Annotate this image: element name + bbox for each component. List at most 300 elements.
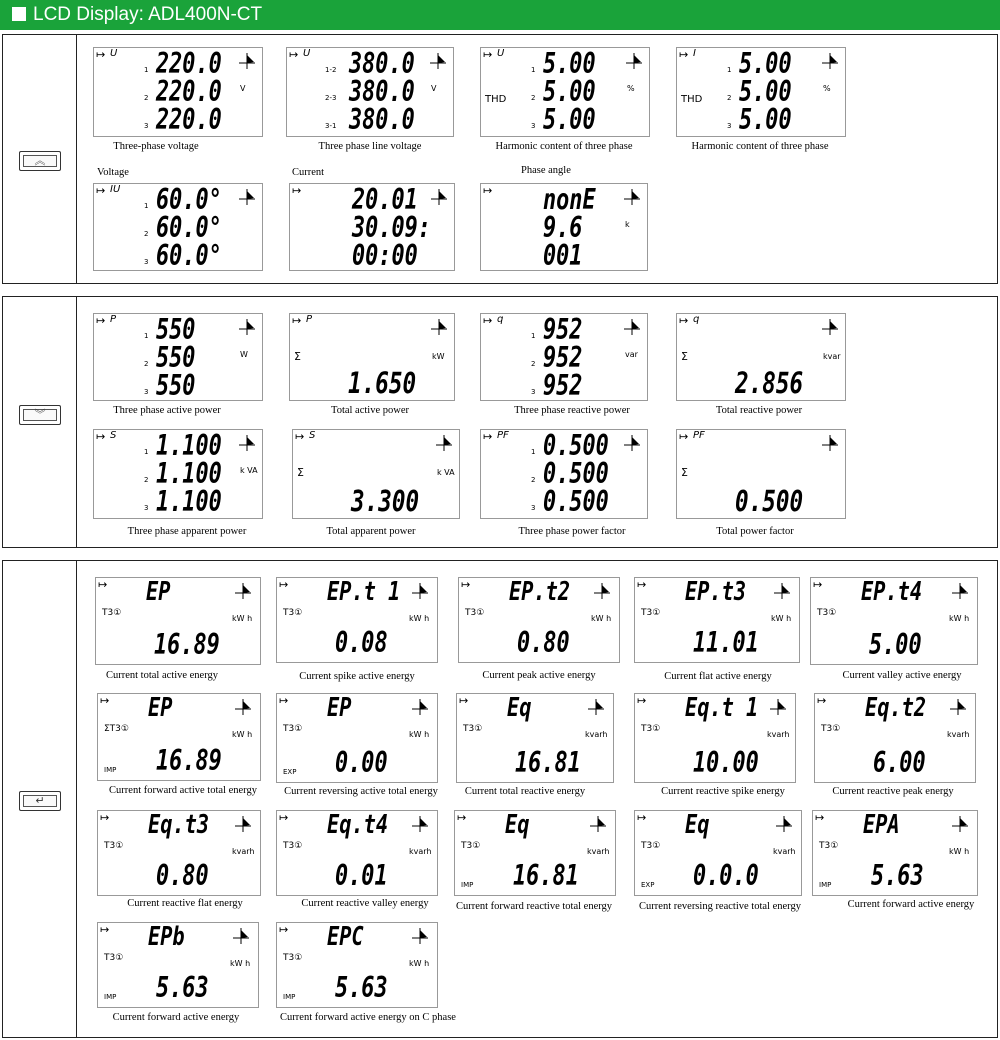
page-title: LCD Display: ADL400N-CT xyxy=(33,4,263,25)
arrow-icon: ↦ xyxy=(289,48,299,61)
phase-label: 3 xyxy=(727,122,732,130)
lcd-display xyxy=(289,183,455,271)
tariff-label: T3① xyxy=(283,608,303,618)
unit-label: kvarh xyxy=(773,847,796,856)
display-caption: Three phase power factor xyxy=(518,526,626,537)
value-readout: 380.0 xyxy=(349,75,415,108)
quadrant-icon xyxy=(429,52,447,70)
arrow-icon: ↦ xyxy=(279,811,289,824)
unit-label: k xyxy=(625,220,630,229)
display-caption: Current reactive valley energy xyxy=(301,898,429,909)
mode-label: PF xyxy=(693,430,705,441)
arrow-icon: ↦ xyxy=(459,694,469,707)
phase-label: 2 xyxy=(531,360,536,368)
arrow-icon: ↦ xyxy=(96,314,106,327)
quadrant-icon xyxy=(623,188,641,206)
value-readout: 0.500 xyxy=(543,485,609,518)
sigma-label: Σ xyxy=(681,466,688,479)
quadrant-icon xyxy=(623,318,641,336)
quadrant-icon xyxy=(411,582,429,600)
arrow-icon: ↦ xyxy=(483,48,493,61)
phase-label: 1 xyxy=(144,66,149,74)
unit-label: kW h xyxy=(232,614,253,623)
tariff-label: T3① xyxy=(641,608,661,618)
quadrant-icon xyxy=(821,318,839,336)
phase-label: 1 xyxy=(144,332,149,340)
value-readout: 1.100 xyxy=(156,429,222,462)
flag-label: IMP xyxy=(283,993,296,1001)
flag-label: IMP xyxy=(461,881,474,889)
tariff-label: T3① xyxy=(641,841,661,851)
value-readout: 550 xyxy=(156,313,196,346)
display-caption: Total apparent power xyxy=(326,526,416,537)
energy-value: 5.63 xyxy=(335,971,388,1004)
value-readout: 5.00 xyxy=(739,47,792,80)
value-readout: 0.500 xyxy=(735,484,804,518)
unit-label: kW h xyxy=(949,847,970,856)
mode-label: P xyxy=(110,314,117,325)
page-header xyxy=(0,0,1000,30)
unit-label: k VA xyxy=(240,466,258,475)
lcd-display xyxy=(292,429,460,519)
display-caption: Three-phase voltage xyxy=(113,141,199,152)
energy-title: EP xyxy=(327,693,352,723)
tariff-label: T3① xyxy=(819,841,839,851)
phase-label: 3 xyxy=(144,258,149,266)
display-caption: Total reactive power xyxy=(715,405,803,416)
energy-title: Eq.t 1 xyxy=(685,693,759,723)
lcd-display xyxy=(97,810,261,896)
display-caption: Current peak active energy xyxy=(482,670,596,681)
phase-label: 1 xyxy=(727,66,732,74)
value-readout: 30.09: xyxy=(352,211,431,244)
arrow-icon: ↦ xyxy=(637,694,647,707)
value-readout: 001 xyxy=(543,239,583,271)
quadrant-icon xyxy=(949,698,967,716)
unit-label: % xyxy=(823,84,831,93)
arrow-icon: ↦ xyxy=(279,694,289,707)
arrow-icon: ↦ xyxy=(813,578,823,591)
value-readout: 3.300 xyxy=(351,484,420,518)
quadrant-icon xyxy=(821,434,839,452)
quadrant-icon xyxy=(593,582,611,600)
value-readout: 5.00 xyxy=(543,47,596,80)
phase-label: 2 xyxy=(144,230,149,238)
quadrant-icon xyxy=(951,582,969,600)
phase-label: 1 xyxy=(144,448,149,456)
quadrant-icon xyxy=(435,434,453,452)
unit-label: kW h xyxy=(409,959,430,968)
quadrant-icon xyxy=(234,582,252,600)
value-readout: 60.0° xyxy=(156,183,222,216)
display-caption: Three phase apparent power xyxy=(127,526,247,537)
mode-label: U xyxy=(110,48,118,59)
quadrant-icon xyxy=(821,52,839,70)
quadrant-icon xyxy=(234,815,252,833)
lcd-display xyxy=(276,577,438,663)
quadrant-icon xyxy=(411,815,429,833)
lcd-display xyxy=(676,313,846,401)
arrow-icon: ↦ xyxy=(292,184,302,197)
lcd-display xyxy=(814,693,976,783)
phase-label: 2 xyxy=(144,360,149,368)
lcd-display xyxy=(93,313,263,401)
lcd-display xyxy=(289,313,455,401)
lcd-display xyxy=(456,693,614,783)
value-readout: 1.100 xyxy=(156,457,222,490)
tariff-label: T3① xyxy=(641,724,661,734)
value-readout: 00:00 xyxy=(352,239,418,271)
phase-label: 2-3 xyxy=(325,94,337,102)
phase-label: 2 xyxy=(144,476,149,484)
energy-title: EP.t 1 xyxy=(327,577,401,607)
arrow-icon: ↦ xyxy=(292,314,302,327)
quadrant-icon xyxy=(951,815,969,833)
value-readout: 380.0 xyxy=(349,103,415,136)
flag-label: EXP xyxy=(641,881,655,889)
tariff-label: T3① xyxy=(102,608,122,618)
tariff-label: T3① xyxy=(817,608,837,618)
energy-title: EPA xyxy=(863,810,900,840)
mode-label: S xyxy=(309,430,316,441)
arrow-icon: ↦ xyxy=(100,811,110,824)
energy-value: 0.80 xyxy=(517,626,570,659)
tariff-label: T3① xyxy=(461,841,481,851)
quadrant-icon xyxy=(773,582,791,600)
panel-divider xyxy=(76,35,77,283)
display-caption: Total active power xyxy=(331,405,409,416)
tariff-label: T3① xyxy=(104,841,124,851)
energy-title: Eq.t2 xyxy=(865,693,927,723)
value-readout: 0.500 xyxy=(543,457,609,490)
sigma-label: Σ xyxy=(297,466,304,479)
display-caption: Three phase line voltage xyxy=(318,141,422,152)
unit-label: kW h xyxy=(409,730,430,739)
tariff-label: ΣT3① xyxy=(104,724,129,734)
phase-label: 2 xyxy=(531,476,536,484)
quadrant-icon xyxy=(430,188,448,206)
tariff-label: T3① xyxy=(283,953,303,963)
tariff-label: T3① xyxy=(104,953,124,963)
value-readout: 220.0 xyxy=(156,47,222,80)
page-down-button[interactable]: ︾ xyxy=(19,405,61,425)
quadrant-icon xyxy=(623,434,641,452)
phase-label: 3 xyxy=(144,388,149,396)
quadrant-icon xyxy=(411,927,429,945)
unit-label: kvarh xyxy=(947,730,970,739)
value-readout: 2.856 xyxy=(735,366,804,400)
flag-label: EXP xyxy=(283,768,297,776)
phase-label: 2 xyxy=(531,94,536,102)
display-caption: Current flat active energy xyxy=(664,671,772,682)
lcd-display xyxy=(812,810,978,896)
arrow-icon: ↦ xyxy=(679,314,689,327)
display-caption: Current reactive peak energy xyxy=(832,786,954,797)
arrow-icon: ↦ xyxy=(100,923,110,936)
quadrant-icon xyxy=(775,815,793,833)
unit-label: kvarh xyxy=(409,847,432,856)
energy-value: 0.08 xyxy=(335,626,388,659)
lcd-display xyxy=(810,577,978,665)
flag-label: IMP xyxy=(104,993,117,1001)
value-readout: 9.6 xyxy=(543,211,583,244)
lcd-display xyxy=(454,810,616,896)
lcd-display xyxy=(458,577,620,663)
phase-label: 1-2 xyxy=(325,66,337,74)
lcd-display xyxy=(286,47,454,137)
panel-divider xyxy=(76,297,77,547)
thd-label: THD xyxy=(485,94,507,105)
lcd-display xyxy=(634,577,800,663)
energy-value: 10.00 xyxy=(693,746,759,779)
lcd-display xyxy=(97,922,259,1008)
value-readout: 550 xyxy=(156,369,196,401)
lcd-display xyxy=(676,47,846,137)
quadrant-icon xyxy=(238,434,256,452)
unit-label: kvarh xyxy=(585,730,608,739)
lcd-display xyxy=(480,313,648,401)
phase-label: 3 xyxy=(531,504,536,512)
energy-value: 11.01 xyxy=(693,626,759,659)
arrow-icon: ↦ xyxy=(295,430,305,443)
unit-label: kW h xyxy=(409,614,430,623)
energy-title: EPC xyxy=(327,922,364,952)
unit-label: kW h xyxy=(949,614,970,623)
page-up-button[interactable]: ︽ xyxy=(19,151,61,171)
unit-label: kW h xyxy=(232,730,253,739)
phase-label: 3 xyxy=(144,122,149,130)
energy-value: 6.00 xyxy=(873,746,926,779)
energy-value: 5.00 xyxy=(869,628,922,661)
lcd-display xyxy=(276,693,438,783)
arrow-icon: ↦ xyxy=(461,578,471,591)
arrow-icon: ↦ xyxy=(483,184,493,197)
display-caption: Three phase reactive power xyxy=(514,405,630,416)
display-caption: Current total active energy xyxy=(105,670,219,681)
value-readout: 5.00 xyxy=(543,75,596,108)
phase-label: 3 xyxy=(144,504,149,512)
energy-title: EP xyxy=(146,577,171,607)
arrow-icon: ↦ xyxy=(679,48,689,61)
arrow-icon: ↦ xyxy=(637,578,647,591)
display-caption: Current reversing reactive total energy xyxy=(639,901,801,912)
phase-label: 1 xyxy=(531,66,536,74)
tariff-label: T3① xyxy=(465,608,485,618)
value-readout: 60.0° xyxy=(156,239,222,271)
arrow-icon: ↦ xyxy=(637,811,647,824)
lcd-display xyxy=(97,693,261,781)
unit-label: W xyxy=(240,350,248,359)
display-caption: Current forward reactive total energy xyxy=(455,901,613,912)
enter-button[interactable]: ↵ xyxy=(19,791,61,811)
lcd-display xyxy=(634,693,796,783)
value-readout: 0.500 xyxy=(543,429,609,462)
quadrant-icon xyxy=(589,815,607,833)
arrow-icon: ↦ xyxy=(815,811,825,824)
unit-label: kvarh xyxy=(232,847,255,856)
tariff-label: T3① xyxy=(283,724,303,734)
display-caption: Current reversing active total energy xyxy=(284,786,438,797)
energy-value: 16.89 xyxy=(156,744,222,777)
phase-label: 2 xyxy=(144,94,149,102)
unit-label: var xyxy=(625,350,638,359)
display-caption: Current forward active energy on C phase xyxy=(280,1012,456,1023)
unit-label: V xyxy=(240,84,246,93)
energy-value: 16.81 xyxy=(515,746,581,779)
energy-title: EP.t4 xyxy=(861,577,923,607)
quadrant-icon xyxy=(430,318,448,336)
unit-label: kW h xyxy=(771,614,792,623)
energy-value: 0.00 xyxy=(335,746,388,779)
unit-label: V xyxy=(431,84,437,93)
energy-value: 0.0.0 xyxy=(693,859,759,892)
arrow-icon: ↦ xyxy=(96,48,106,61)
quadrant-icon xyxy=(238,188,256,206)
display-caption: Harmonic content of three phase xyxy=(495,141,633,152)
flag-label: IMP xyxy=(819,881,832,889)
display-caption: Current reactive flat energy xyxy=(127,898,243,909)
arrow-icon: ↦ xyxy=(483,314,493,327)
phase-label: 1 xyxy=(144,202,149,210)
mode-label: q xyxy=(693,314,700,325)
quadrant-icon xyxy=(625,52,643,70)
energy-title: EP.t3 xyxy=(685,577,747,607)
display-caption: Current spike active energy xyxy=(299,671,415,682)
unit-label: kvarh xyxy=(587,847,610,856)
quadrant-icon xyxy=(587,698,605,716)
value-readout: 952 xyxy=(543,369,583,401)
panel-divider xyxy=(76,561,77,1037)
tariff-label: T3① xyxy=(463,724,483,734)
display-caption: Current forward active total energy xyxy=(109,785,257,796)
unit-label: kvar xyxy=(823,352,841,361)
tariff-label: T3① xyxy=(821,724,841,734)
arrow-icon: ↦ xyxy=(96,430,106,443)
energy-title: Eq xyxy=(505,810,530,840)
value-readout: 1.100 xyxy=(156,485,222,518)
label-voltage: Voltage xyxy=(97,167,129,178)
quadrant-icon xyxy=(232,927,250,945)
arrow-icon: ↦ xyxy=(100,694,110,707)
lcd-display xyxy=(276,810,438,896)
lcd-display xyxy=(276,922,438,1008)
phase-label: 3-1 xyxy=(325,122,337,130)
value-readout: 220.0 xyxy=(156,75,222,108)
unit-label: kW xyxy=(432,352,445,361)
square-icon xyxy=(12,7,26,21)
mode-label: q xyxy=(497,314,504,325)
unit-label: % xyxy=(627,84,635,93)
energy-value: 5.63 xyxy=(156,971,209,1004)
arrow-icon: ↦ xyxy=(457,811,467,824)
energy-title: EPb xyxy=(148,922,185,952)
mode-label: PF xyxy=(497,430,509,441)
value-readout: 952 xyxy=(543,313,583,346)
display-caption: Three phase active power xyxy=(113,405,221,416)
thd-label: THD xyxy=(681,94,703,105)
lcd-display xyxy=(480,47,650,137)
phase-label: 1 xyxy=(531,332,536,340)
energy-title: Eq.t3 xyxy=(148,810,210,840)
phase-label: 2 xyxy=(727,94,732,102)
lcd-display xyxy=(93,183,263,271)
arrow-icon: ↦ xyxy=(279,578,289,591)
display-caption: Total power factor xyxy=(716,526,794,537)
energy-value: 16.89 xyxy=(154,628,220,661)
value-readout: 5.00 xyxy=(739,103,792,136)
lcd-display xyxy=(480,429,648,519)
sigma-label: Σ xyxy=(681,350,688,363)
lcd-display xyxy=(634,810,802,896)
arrow-icon: ↦ xyxy=(279,923,289,936)
energy-title: Eq xyxy=(507,693,532,723)
quadrant-icon xyxy=(769,698,787,716)
value-readout: 952 xyxy=(543,341,583,374)
energy-title: Eq.t4 xyxy=(327,810,389,840)
phase-label: 3 xyxy=(531,388,536,396)
value-readout: nonE xyxy=(543,183,596,216)
unit-label: kW h xyxy=(591,614,612,623)
energy-title: EP xyxy=(148,693,173,723)
display-caption: Current valley active energy xyxy=(842,670,962,681)
arrow-icon: ↦ xyxy=(96,184,106,197)
value-readout: 550 xyxy=(156,341,196,374)
label-current: Current xyxy=(292,167,325,178)
display-caption: Harmonic content of three phase xyxy=(691,141,829,152)
phase-label: 3 xyxy=(531,122,536,130)
value-readout: 5.00 xyxy=(739,75,792,108)
lcd-display xyxy=(93,47,263,137)
energy-value: 0.80 xyxy=(156,859,209,892)
unit-label: kW h xyxy=(230,959,251,968)
value-readout: 60.0° xyxy=(156,211,222,244)
lcd-display xyxy=(93,429,263,519)
energy-title: Eq xyxy=(685,810,710,840)
display-caption: Current total reactive energy xyxy=(464,786,586,797)
unit-label: kvarh xyxy=(767,730,790,739)
mode-label: IU xyxy=(110,184,121,195)
value-readout: 220.0 xyxy=(156,103,222,136)
quadrant-icon xyxy=(238,52,256,70)
mode-label: U xyxy=(303,48,311,59)
label-phase-angle: Phase angle xyxy=(521,165,571,176)
arrow-icon: ↦ xyxy=(483,430,493,443)
lcd-display xyxy=(676,429,846,519)
display-caption: Current reactive spike energy xyxy=(661,786,785,797)
tariff-label: T3① xyxy=(283,841,303,851)
value-readout: 1.650 xyxy=(348,366,417,400)
mode-label: P xyxy=(306,314,313,325)
energy-value: 16.81 xyxy=(513,859,579,892)
quadrant-icon xyxy=(411,698,429,716)
value-readout: 5.00 xyxy=(543,103,596,136)
arrow-icon: ↦ xyxy=(679,430,689,443)
lcd-display xyxy=(95,577,261,665)
lcd-display xyxy=(480,183,648,271)
arrow-icon: ↦ xyxy=(98,578,108,591)
quadrant-icon xyxy=(238,318,256,336)
arrow-icon: ↦ xyxy=(817,694,827,707)
phase-label: 1 xyxy=(531,448,536,456)
value-readout: 380.0 xyxy=(349,47,415,80)
energy-value: 5.63 xyxy=(871,859,924,892)
energy-value: 0.01 xyxy=(335,859,388,892)
energy-title: EP.t2 xyxy=(509,577,571,607)
mode-label: U xyxy=(497,48,505,59)
flag-label: IMP xyxy=(104,766,117,774)
mode-label: S xyxy=(110,430,117,441)
value-readout: 20.01 xyxy=(352,183,418,216)
